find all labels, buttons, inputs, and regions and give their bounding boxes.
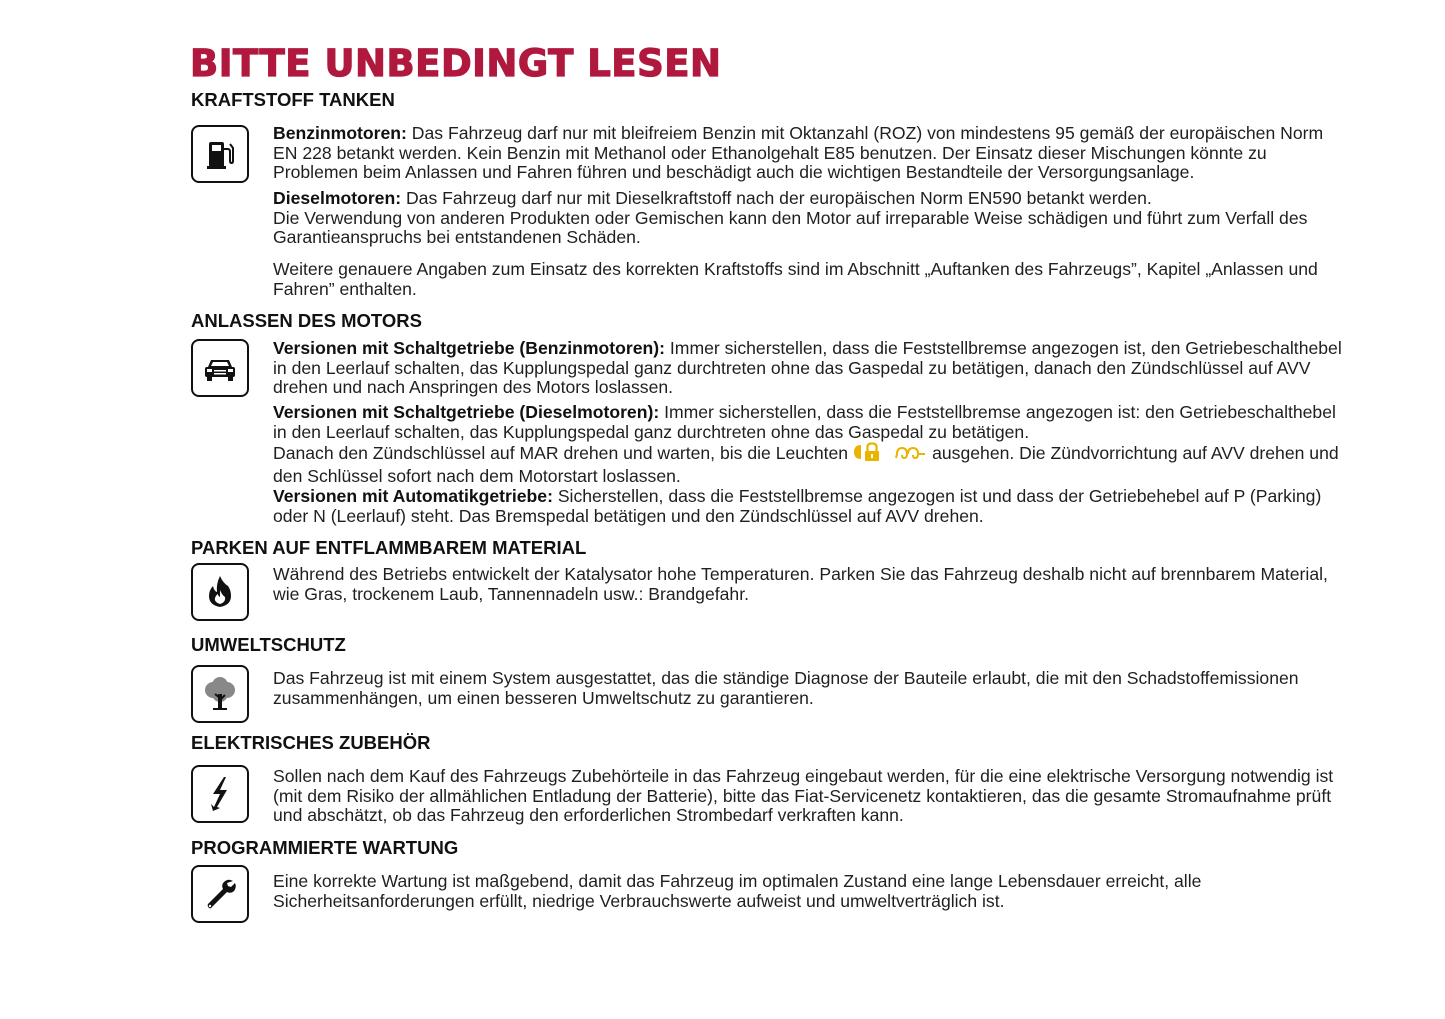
section-heading-maintenance: PROGRAMMIERTE WARTUNG [191,837,459,858]
text-petrol: Das Fahrzeug darf nur mit bleifreiem Benzin mit Oktanzahl (ROZ) von mindestens 95 gemäß der europäischen Norm EN 228 betankt werden. Kein Benzin mit Methanol oder Ethanolgehalt E85 benutzen. Der Einsatz dieser Mischungen könnte zu Problemen beim Anlassen und Fahren führen und beschädigt auch die wichtigen Bestandteile der Versorgungsanlage. [273,123,1324,182]
paragraph-environment: Das Fahrzeug ist mit einem System ausgestattet, das die ständige Diagnose der Bauteile erlaubt, die mit den Schadstoffemissionen zusammenhängen, um einen besseren Umweltschutz zu garantieren. [273,668,1299,708]
paragraph-maintenance: Eine korrekte Wartung ist maßgebend, damit das Fahrzeug im optimalen Zustand eine lange Lebensdauer erreicht, alle Sicherheitsanforderungen erfüllt, niedrige Verbrauchswerte aufweist und umweltverträglich ist. [273,871,1202,911]
lead-manual-diesel: Versionen mit Schaltgetriebe (Dieselmotoren): [273,402,660,422]
car-front-icon [191,339,249,397]
text-diesel: Das Fahrzeug darf nur mit Dieselkraftstoff nach der europäischen Norm EN590 betankt werden. [401,188,1152,208]
lightning-bolt-icon [191,765,249,823]
paragraph-manual-petrol [273,339,1348,398]
section-heading-fuel: KRAFTSTOFF TANKEN [191,89,395,110]
text-diesel-2: Die Verwendung von anderen Produkten oder Gemischen kann den Motor auf irreparable Weise schädigen und führt zum Verfall des Garantieanspruchs bei entstandenen Schäden. [273,207,1308,247]
text-automatic: Sicherstellen, dass die Feststellbremse angezogen ist und dass der Getriebehebel auf P (Parking) oder N (Leerlauf) steht. Das Bremspedal betätigen und den Zündschlüssel auf AVV drehen. [273,486,1322,526]
section-heading-starting: ANLASSEN DES MOTORS [191,310,422,331]
lead-automatic: Versionen mit Automatikgetriebe: [273,486,553,506]
paragraph-diesel [273,189,1348,248]
paragraph-parking: Während des Betriebs entwickelt der Katalysator hohe Temperaturen. Parken Sie das Fahrzeug deshalb nicht auf brennbarem Material, wie Gras, trockenem Laub, Tannennadeln usw.: Brandgefahr. [273,564,1328,604]
text-manual-diesel-2: Danach den Zündschlüssel auf MAR drehen und warten, bis die Leuchten [273,443,849,463]
immobilizer-lock-icon [852,442,886,467]
page-title: BITTE UNBEDINGT LESEN [190,42,722,85]
paragraph-petrol [273,124,1348,183]
paragraph-fuel-reference: Weitere genauere Angaben zum Einsatz des korrekten Kraftstoffs sind im Abschnitt „Auftanken des Fahrzeugs”, Kapitel „Anlassen und Fahren” enthalten. [273,259,1318,299]
lead-manual-petrol: Versionen mit Schaltgetriebe (Benzinmotoren): [273,338,666,358]
section-heading-parking: PARKEN AUF ENTFLAMMBAREM MATERIAL [191,537,587,558]
section-heading-environment: UMWELTSCHUTZ [191,634,346,655]
lead-petrol: Benzinmotoren: [273,123,407,143]
section-heading-electrical: ELEKTRISCHES ZUBEHÖR [191,732,431,753]
tree-icon [191,665,249,723]
glow-plug-icon [894,442,928,467]
paragraph-electrical: Sollen nach dem Kauf des Fahrzeugs Zubehörteile in das Fahrzeug eingebaut werden, für die eine elektrische Versorgung notwendig ist (mit dem Risiko der allmählichen Entladung der Batterie), bitte das Fiat-Servicenetz kontaktieren, das die gesamte Stromaufnahme prüft und abschätzt, ob das Fahrzeug den erforderlichen Strombedarf verkraften kann. [273,766,1334,825]
text-manual-diesel-3: ausgehen. Die Zündvorrichtung auf AVV drehen und den Schlüssel sofort nach dem Motorstart loslassen. [273,443,1339,486]
wrench-icon [191,865,249,923]
lead-diesel: Dieselmotoren: [273,188,402,208]
paragraph-automatic [273,487,1348,526]
paragraph-manual-diesel [273,403,1348,486]
fire-icon [191,563,249,621]
text-manual-diesel: Immer sicherstellen, dass die Feststellbremse angezogen ist: den Getriebeschalthebel in den Leerlauf schalten, das Kupplungspedal ganz durchtreten ohne das Gaspedal zu betätigen. [273,402,1336,442]
fuel-pump-icon [191,125,249,183]
text-manual-petrol: Immer sicherstellen, dass die Feststellbremse angezogen ist, den Getriebeschalthebel in den Leerlauf schalten, das Kupplungspedal ganz durchtreten ohne das Gaspedal zu betätigen, danach den Zündschlüssel auf AVV drehen und nach Anspringen des Motors loslassen. [273,338,1342,397]
